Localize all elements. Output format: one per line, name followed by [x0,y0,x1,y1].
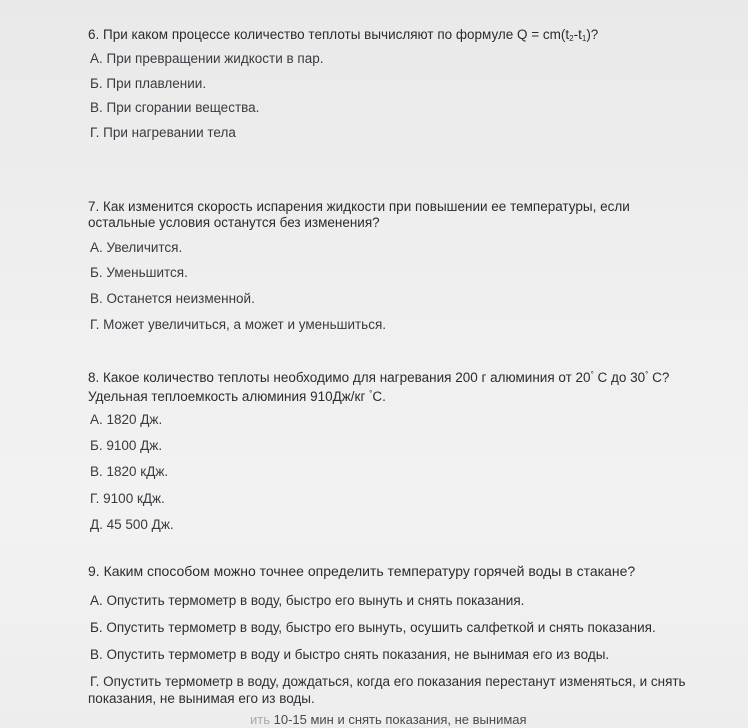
question-8-option-b: Б. 9100 Дж. [90,438,163,453]
question-9 [88,563,738,706]
question-6-option-g: Г. При нагревании тела [90,125,236,140]
question-9-option-a: А. Опустить термометр в воду, быстро его вынуть и снять показания. [90,593,525,608]
bleed-text: ить 10-15 мин и снять показания, не вынимая [250,712,527,727]
question-8-option-d: Д. 45 500 Дж. [90,517,174,532]
question-6 [88,27,738,140]
question-8-title: 8. Какое количество теплоты необходимо для нагревания 200 г алюминия от 20° С до 30° С? Удельная теплоемкость алюминия 910Дж/кг °С. [88,370,670,404]
question-6-option-a: А. При превращении жидкости в пар. [90,51,324,66]
question-9-option-b: Б. Опустить термометр в воду, быстро его вынуть, осушить салфеткой и снять показания. [90,620,656,635]
question-7-option-b: Б. Уменьшится. [90,265,188,280]
question-8 [88,367,738,532]
question-6-title: 6. При каком процессе количество теплоты вычисляют по формуле $Q = cm(t_2-t_1)$? [88,27,599,43]
question-9-option-v: В. Опустить термометр в воду и быстро снять показания, не вынимая его из воды. [90,647,610,662]
question-8-option-g: Г. 9100 кДж. [90,491,165,506]
question-7-option-v: В. Останется неизменной. [90,291,255,306]
question-9-option-g: Г. Опустить термометр в воду, дождаться, когда его показания перестанут изменяться, и снять показания, не вынимая его из воды. [88,674,686,706]
question-9-title: 9. Каким способом можно точнее определить температуру горячей воды в стакане? [88,563,636,579]
question-6-option-b: Б. При плавлении. [90,76,207,91]
question-7-title: 7. Как изменится скорость испарения жидкости при повышении ее температуры, если остальные условия останутся без изменения? [88,199,630,230]
question-8-option-a: А. 1820 Дж. [90,412,163,427]
question-8-option-v: В. 1820 кДж. [90,464,169,479]
question-7-option-g: Г. Может увеличиться, а может и уменьшиться. [90,317,387,332]
question-7 [88,199,738,332]
question-6-option-v: В. При сгорании вещества. [90,100,260,115]
question-7-option-a: А. Увеличится. [90,240,183,255]
